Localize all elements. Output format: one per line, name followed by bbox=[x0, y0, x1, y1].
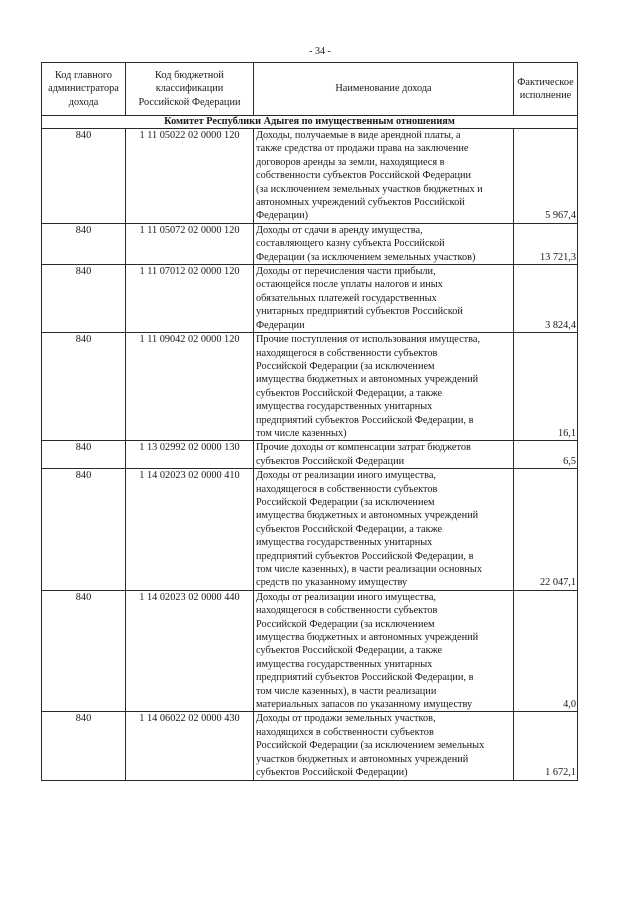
income-name-line: Российской Федерации (за исключением bbox=[256, 360, 435, 372]
income-name-line: Доходы от сдачи в аренду имущества, bbox=[256, 224, 423, 236]
income-name-line: автономных учреждений субъектов Российской bbox=[256, 197, 465, 209]
income-name-line: (за исключением земельных участков бюджетных и bbox=[256, 183, 483, 195]
income-name-line: предприятий субъектов Российской Федерации, в bbox=[256, 672, 474, 684]
header-budget-code-line: Код бюджетной bbox=[155, 69, 224, 81]
income-name-line: имущества государственных унитарных bbox=[256, 537, 433, 549]
header-income-name: Наименование дохода bbox=[254, 63, 514, 116]
table-row bbox=[42, 469, 578, 591]
income-name-cell bbox=[254, 712, 514, 780]
table-row bbox=[42, 441, 578, 469]
income-name-line: имущества государственных унитарных bbox=[256, 401, 433, 413]
amount-cell: 13 721,3 bbox=[514, 223, 578, 264]
header-budget-code-line: Российской Федерации bbox=[138, 96, 241, 108]
budget-code-cell: 1 13 02992 02 0000 130 bbox=[126, 441, 254, 469]
income-name-line: материальных запасов по указанному имуществу bbox=[256, 699, 473, 711]
header-actual-line: Фактическое bbox=[517, 76, 574, 88]
budget-code-cell: 1 14 02023 02 0000 440 bbox=[126, 590, 254, 712]
income-name-line: субъектов Российской Федерации) bbox=[256, 767, 408, 779]
header-admin-code-line: администратора bbox=[48, 83, 119, 95]
admin-code-cell: 840 bbox=[42, 590, 126, 712]
income-table bbox=[41, 62, 578, 781]
table-row bbox=[42, 129, 578, 224]
income-name-line: унитарных предприятий субъектов Российской bbox=[256, 306, 463, 318]
amount-cell: 4,0 bbox=[514, 590, 578, 712]
amount-cell: 3 824,4 bbox=[514, 265, 578, 333]
table-row bbox=[42, 590, 578, 712]
income-name-line: Доходы от реализации иного имущества, bbox=[256, 591, 436, 603]
income-name-cell bbox=[254, 223, 514, 264]
income-name-line: предприятий субъектов Российской Федерации, в bbox=[256, 550, 474, 562]
admin-code-cell: 840 bbox=[42, 441, 126, 469]
income-name-line: Федерации bbox=[256, 319, 305, 331]
amount-cell: 6,5 bbox=[514, 441, 578, 469]
income-name-line: субъектов Российской Федерации, а также bbox=[256, 387, 443, 399]
page-number: - 34 - bbox=[309, 46, 331, 57]
income-name-line: имущества бюджетных и автономных учреждений bbox=[256, 632, 479, 644]
admin-code-cell: 840 bbox=[42, 333, 126, 441]
amount-cell: 5 967,4 bbox=[514, 129, 578, 224]
amount-cell: 22 047,1 bbox=[514, 469, 578, 591]
income-name-line: Российской Федерации (за исключением bbox=[256, 618, 435, 630]
header-budget-code-line: классификации bbox=[155, 83, 224, 95]
income-name-cell bbox=[254, 590, 514, 712]
income-name-line: имущества бюджетных и автономных учреждений bbox=[256, 510, 479, 522]
table-row bbox=[42, 223, 578, 264]
amount-cell: 16,1 bbox=[514, 333, 578, 441]
header-admin-code-line: дохода bbox=[68, 96, 99, 108]
admin-code-cell: 840 bbox=[42, 712, 126, 780]
income-name-line: Доходы от реализации иного имущества, bbox=[256, 470, 436, 482]
income-name-cell bbox=[254, 441, 514, 469]
income-name-line: субъектов Российской Федерации, а также bbox=[256, 523, 443, 535]
income-name-line: Прочие доходы от компенсации затрат бюджетов bbox=[256, 442, 471, 454]
header-row bbox=[42, 63, 578, 116]
income-name-line: собственности субъектов Российской Федерации bbox=[256, 170, 472, 182]
income-name-line: Доходы, получаемые в виде арендной платы, а bbox=[256, 130, 461, 141]
table-row bbox=[42, 333, 578, 441]
admin-code-cell: 840 bbox=[42, 129, 126, 224]
budget-code-cell: 1 11 05072 02 0000 120 bbox=[126, 223, 254, 264]
income-name-line: имущества государственных унитарных bbox=[256, 658, 433, 670]
income-name-line: предприятий субъектов Российской Федерации, в bbox=[256, 414, 474, 426]
budget-code-cell: 1 11 07012 02 0000 120 bbox=[126, 265, 254, 333]
income-name-line: субъектов Российской Федерации, а также bbox=[256, 645, 443, 657]
section-row bbox=[42, 116, 578, 129]
income-name-line: Доходы от продажи земельных участков, bbox=[256, 713, 436, 725]
income-name-line: находящегося в собственности субъектов bbox=[256, 605, 438, 617]
income-name-cell bbox=[254, 469, 514, 591]
budget-code-cell: 1 14 06022 02 0000 430 bbox=[126, 712, 254, 780]
income-name-line: Федерации (за исключением земельных участков) bbox=[256, 251, 476, 263]
header-admin-code bbox=[42, 63, 126, 116]
income-name-line: остающейся после уплаты налогов и иных bbox=[256, 279, 443, 291]
income-name-line: том числе казенных) bbox=[256, 427, 347, 439]
budget-code-cell: 1 11 09042 02 0000 120 bbox=[126, 333, 254, 441]
header-budget-code bbox=[126, 63, 254, 116]
admin-code-cell: 840 bbox=[42, 469, 126, 591]
income-name-line: субъектов Российской Федерации bbox=[256, 455, 405, 467]
amount-cell: 1 672,1 bbox=[514, 712, 578, 780]
income-name-line: участков бюджетных и автономных учреждений bbox=[256, 753, 469, 765]
budget-code-cell: 1 14 02023 02 0000 410 bbox=[126, 469, 254, 591]
header-actual bbox=[514, 63, 578, 116]
income-name-cell bbox=[254, 265, 514, 333]
income-name-line: находящихся в собственности субъектов bbox=[256, 726, 434, 738]
header-admin-code-line: Код главного bbox=[54, 69, 113, 81]
income-name-line: Прочие поступления от использования имущества, bbox=[256, 334, 481, 346]
section-title: Комитет Республики Адыгея по имущественным отношениям bbox=[42, 116, 578, 129]
income-name-line: имущества бюджетных и автономных учреждений bbox=[256, 374, 479, 386]
admin-code-cell: 840 bbox=[42, 265, 126, 333]
income-name-line: Российской Федерации (за исключением земельных bbox=[256, 740, 485, 752]
income-name-line: находящегося в собственности субъектов bbox=[256, 347, 438, 359]
table-row bbox=[42, 265, 578, 333]
income-name-line: том числе казенных), в части реализации bbox=[256, 685, 437, 697]
table-row bbox=[42, 712, 578, 780]
admin-code-cell: 840 bbox=[42, 223, 126, 264]
income-name-line: обязательных платежей государственных bbox=[256, 292, 437, 304]
income-name-line: Доходы от перечисления части прибыли, bbox=[256, 266, 436, 278]
income-name-line: средств по указанному имуществу bbox=[256, 577, 408, 589]
income-name-line: также средства от продажи права на заключение bbox=[256, 143, 469, 155]
income-name-line: составляющего казну субъекта Российской bbox=[256, 238, 445, 250]
income-name-line: том числе казенных), в части реализации основных bbox=[256, 564, 482, 575]
income-name-line: находящегося в собственности субъектов bbox=[256, 483, 438, 495]
income-name-line: Федерации) bbox=[256, 210, 309, 222]
income-name-cell bbox=[254, 333, 514, 441]
income-name-cell bbox=[254, 129, 514, 224]
income-name-line: Российской Федерации (за исключением bbox=[256, 496, 435, 508]
header-actual-line: исполнение bbox=[519, 90, 572, 101]
income-name-line: договоров аренды за земли, находящиеся в bbox=[256, 156, 445, 168]
budget-code-cell: 1 11 05022 02 0000 120 bbox=[126, 129, 254, 224]
